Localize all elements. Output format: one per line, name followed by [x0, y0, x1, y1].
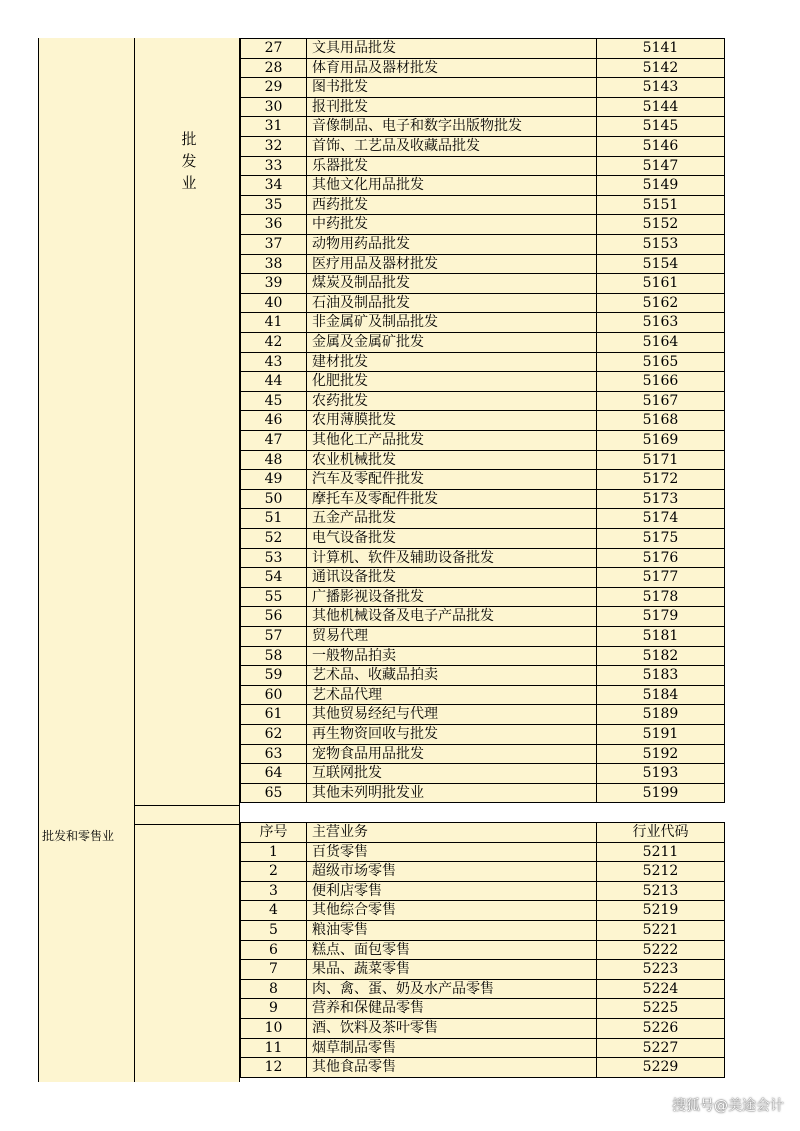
- row-number-cell: 28: [240, 59, 307, 78]
- table-row: [240, 979, 725, 999]
- business-name-cell: 便利店零售: [307, 882, 597, 901]
- row-number-cell: 4: [240, 901, 307, 920]
- business-name-cell: 图书批发: [307, 78, 597, 97]
- table-row: [240, 293, 725, 313]
- table-row: [240, 998, 725, 1018]
- industry-code-cell: 5223: [597, 960, 725, 979]
- industry-code-cell: 5143: [597, 78, 725, 97]
- business-name-cell: 其他未列明批发业: [307, 784, 597, 803]
- business-name-cell: 农药批发: [307, 392, 597, 411]
- table-row: [240, 77, 725, 97]
- table-row: [240, 489, 725, 509]
- industry-code-cell: 5193: [597, 764, 725, 783]
- row-number-cell: 12: [240, 1058, 307, 1077]
- industry-category-column: [38, 38, 135, 1082]
- watermark-text: 搜狐号@美途会计: [672, 1098, 784, 1114]
- table-row: [240, 116, 725, 136]
- industry-code-cell: 行业代码: [597, 823, 725, 842]
- industry-code-cell: 5224: [597, 980, 725, 999]
- business-name-cell: 计算机、软件及辅助设备批发: [307, 549, 597, 568]
- industry-code-cell: 5145: [597, 117, 725, 136]
- sub-category-column: [135, 38, 240, 1082]
- row-number-cell: 34: [240, 176, 307, 195]
- table-row: [240, 234, 725, 254]
- business-name-cell: 电气设备批发: [307, 529, 597, 548]
- business-name-cell: 文具用品批发: [307, 39, 597, 58]
- table-row: [240, 528, 725, 548]
- row-number-cell: 63: [240, 745, 307, 764]
- industry-code-cell: 5179: [597, 607, 725, 626]
- table-bottom-border: [240, 1077, 725, 1078]
- table-row: [240, 58, 725, 78]
- industry-code-cell: 5177: [597, 568, 725, 587]
- row-number-cell: 49: [240, 470, 307, 489]
- industry-code-cell: 5169: [597, 431, 725, 450]
- business-name-cell: 肉、禽、蛋、奶及水产品零售: [307, 980, 597, 999]
- industry-code-cell: 5226: [597, 1019, 725, 1038]
- sub-category-divider: [135, 824, 239, 825]
- industry-code-cell: 5167: [597, 392, 725, 411]
- industry-code-cell: 5153: [597, 235, 725, 254]
- table-row: [240, 273, 725, 293]
- industry-category-label: 批发和零售业: [42, 829, 115, 843]
- table-row: [240, 38, 725, 58]
- row-number-cell: 44: [240, 372, 307, 391]
- table-row: [240, 312, 725, 332]
- table-row: [240, 214, 725, 234]
- business-name-cell: 动物用药品批发: [307, 235, 597, 254]
- industry-code-cell: 5225: [597, 999, 725, 1018]
- industry-code-cell: 5173: [597, 490, 725, 509]
- table-row: [240, 1057, 725, 1077]
- row-number-cell: 55: [240, 588, 307, 607]
- row-number-cell: 6: [240, 941, 307, 960]
- table-row: [240, 606, 725, 626]
- row-number-cell: 39: [240, 274, 307, 293]
- industry-code-cell: 5189: [597, 705, 725, 724]
- business-name-cell: 中药批发: [307, 215, 597, 234]
- table-row: [240, 508, 725, 528]
- row-number-cell: 59: [240, 666, 307, 685]
- table-header-row: [240, 822, 725, 842]
- business-name-cell: 互联网批发: [307, 764, 597, 783]
- table-row: [240, 195, 725, 215]
- table-row: [240, 430, 725, 450]
- sub-category-label: 批发业: [181, 130, 197, 192]
- industry-code-cell: 5171: [597, 451, 725, 470]
- industry-code-cell: 5141: [597, 39, 725, 58]
- table-row: [240, 959, 725, 979]
- row-number-cell: 5: [240, 921, 307, 940]
- industry-code-cell: 5149: [597, 176, 725, 195]
- industry-code-cell: 5144: [597, 98, 725, 117]
- business-name-cell: 其他化工产品批发: [307, 431, 597, 450]
- table-row: [240, 646, 725, 666]
- industry-code-cell: 5164: [597, 333, 725, 352]
- business-name-cell: 营养和保健品零售: [307, 999, 597, 1018]
- row-number-cell: 60: [240, 686, 307, 705]
- business-name-cell: 乐器批发: [307, 157, 597, 176]
- row-number-cell: 61: [240, 705, 307, 724]
- business-name-cell: 其他机械设备及电子产品批发: [307, 607, 597, 626]
- row-number-cell: 10: [240, 1019, 307, 1038]
- industry-code-cell: 5161: [597, 274, 725, 293]
- row-number-cell: 38: [240, 255, 307, 274]
- business-name-cell: 再生物资回收与批发: [307, 725, 597, 744]
- row-number-cell: 11: [240, 1039, 307, 1058]
- industry-code-cell: 5229: [597, 1058, 725, 1077]
- business-name-cell: 非金属矿及制品批发: [307, 313, 597, 332]
- row-number-cell: 40: [240, 294, 307, 313]
- row-number-cell: 43: [240, 353, 307, 372]
- row-number-cell: [240, 803, 307, 822]
- business-name-cell: 五金产品批发: [307, 509, 597, 528]
- industry-code-cell: 5163: [597, 313, 725, 332]
- industry-code-cell: 5183: [597, 666, 725, 685]
- industry-code-cell: 5162: [597, 294, 725, 313]
- row-number-cell: 31: [240, 117, 307, 136]
- table-row: [240, 136, 725, 156]
- industry-code-cell: 5152: [597, 215, 725, 234]
- business-name-cell: 艺术品代理: [307, 686, 597, 705]
- row-number-cell: 7: [240, 960, 307, 979]
- industry-code-cell: 5147: [597, 157, 725, 176]
- industry-code-cell: 5154: [597, 255, 725, 274]
- business-name-cell: 煤炭及制品批发: [307, 274, 597, 293]
- row-number-cell: 51: [240, 509, 307, 528]
- business-name-cell: 摩托车及零配件批发: [307, 490, 597, 509]
- table-row: [240, 469, 725, 489]
- business-name-cell: 超级市场零售: [307, 862, 597, 881]
- row-number-cell: 1: [240, 843, 307, 862]
- business-name-cell: 体育用品及器材批发: [307, 59, 597, 78]
- table-row: [240, 744, 725, 764]
- row-number-cell: 48: [240, 451, 307, 470]
- table-row: [240, 332, 725, 352]
- table-row: [240, 881, 725, 901]
- row-number-cell: 65: [240, 784, 307, 803]
- business-name-cell: 报刊批发: [307, 98, 597, 117]
- table-row: [240, 156, 725, 176]
- business-name-cell: 糕点、面包零售: [307, 941, 597, 960]
- industry-code-cell: 5181: [597, 627, 725, 646]
- row-number-cell: 54: [240, 568, 307, 587]
- table-row: [240, 940, 725, 960]
- row-number-cell: 47: [240, 431, 307, 450]
- row-number-cell: 9: [240, 999, 307, 1018]
- table-row: [240, 626, 725, 646]
- table-row: [240, 763, 725, 783]
- industry-code-cell: 5175: [597, 529, 725, 548]
- table-row: [240, 450, 725, 470]
- industry-code-cell: 5182: [597, 647, 725, 666]
- row-number-cell: 3: [240, 882, 307, 901]
- row-number-cell: 30: [240, 98, 307, 117]
- business-name-cell: 汽车及零配件批发: [307, 470, 597, 489]
- row-number-cell: 37: [240, 235, 307, 254]
- business-name-cell: 建材批发: [307, 353, 597, 372]
- business-name-cell: 其他贸易经纪与代理: [307, 705, 597, 724]
- business-name-cell: 一般物品拍卖: [307, 647, 597, 666]
- industry-code-cell: 5222: [597, 941, 725, 960]
- table-row: [240, 254, 725, 274]
- industry-code-cell: 5191: [597, 725, 725, 744]
- table-row: [240, 900, 725, 920]
- business-name-cell: 粮油零售: [307, 921, 597, 940]
- industry-code-cell: 5211: [597, 843, 725, 862]
- business-name-cell: 首饰、工艺品及收藏品批发: [307, 137, 597, 156]
- table-row: [240, 371, 725, 391]
- industry-code-cell: 5184: [597, 686, 725, 705]
- row-number-cell: 2: [240, 862, 307, 881]
- row-number-cell: 33: [240, 157, 307, 176]
- row-number-cell: 50: [240, 490, 307, 509]
- table-row: [240, 665, 725, 685]
- row-number-cell: 53: [240, 549, 307, 568]
- business-name-cell: 百货零售: [307, 843, 597, 862]
- business-name-cell: 其他食品零售: [307, 1058, 597, 1077]
- table-row: [240, 548, 725, 568]
- business-name-cell: 贸易代理: [307, 627, 597, 646]
- industry-code-cell: 5212: [597, 862, 725, 881]
- table-row: [240, 1018, 725, 1038]
- industry-code-cell: 5168: [597, 411, 725, 430]
- industry-code-cell: 5146: [597, 137, 725, 156]
- table-row: [240, 685, 725, 705]
- row-number-cell: 29: [240, 78, 307, 97]
- business-name-cell: 其他文化用品批发: [307, 176, 597, 195]
- table-row: [240, 175, 725, 195]
- industry-code-cell: [597, 803, 725, 822]
- blank-separator-row: [240, 802, 725, 822]
- table-row: [240, 352, 725, 372]
- sub-category-divider: [135, 805, 239, 806]
- row-number-cell: 32: [240, 137, 307, 156]
- table-row: [240, 97, 725, 117]
- business-name-cell: 医疗用品及器材批发: [307, 255, 597, 274]
- row-number-cell: 41: [240, 313, 307, 332]
- table-row: [240, 842, 725, 862]
- table-row: [240, 587, 725, 607]
- table-row: [240, 920, 725, 940]
- table-row: [240, 704, 725, 724]
- business-name-cell: 其他综合零售: [307, 901, 597, 920]
- row-number-cell: 57: [240, 627, 307, 646]
- row-number-cell: 46: [240, 411, 307, 430]
- business-name-cell: 化肥批发: [307, 372, 597, 391]
- business-name-cell: 音像制品、电子和数字出版物批发: [307, 117, 597, 136]
- business-name-cell: 宠物食品用品批发: [307, 745, 597, 764]
- table-row: [240, 410, 725, 430]
- business-name-cell: 主营业务: [307, 823, 597, 842]
- industry-code-cell: 5176: [597, 549, 725, 568]
- industry-code-cell: 5219: [597, 901, 725, 920]
- table-row: [240, 724, 725, 744]
- row-number-cell: 27: [240, 39, 307, 58]
- business-name-cell: 石油及制品批发: [307, 294, 597, 313]
- industry-code-cell: 5172: [597, 470, 725, 489]
- row-number-cell: 8: [240, 980, 307, 999]
- industry-code-cell: 5213: [597, 882, 725, 901]
- business-name-cell: 广播影视设备批发: [307, 588, 597, 607]
- industry-code-cell: 5221: [597, 921, 725, 940]
- business-name-cell: 果品、蔬菜零售: [307, 960, 597, 979]
- table-row: [240, 391, 725, 411]
- business-name-cell: 西药批发: [307, 196, 597, 215]
- table-row: [240, 783, 725, 803]
- business-name-cell: [307, 803, 597, 822]
- table-row: [240, 567, 725, 587]
- row-number-cell: 序号: [240, 823, 307, 842]
- row-number-cell: 42: [240, 333, 307, 352]
- industry-code-cell: 5199: [597, 784, 725, 803]
- industry-code-cell: 5227: [597, 1039, 725, 1058]
- industry-code-cell: 5151: [597, 196, 725, 215]
- row-number-cell: 52: [240, 529, 307, 548]
- row-number-cell: 45: [240, 392, 307, 411]
- business-name-cell: 酒、饮料及茶叶零售: [307, 1019, 597, 1038]
- industry-code-cell: 5142: [597, 59, 725, 78]
- industry-code-cell: 5174: [597, 509, 725, 528]
- industry-code-cell: 5192: [597, 745, 725, 764]
- business-name-cell: 艺术品、收藏品拍卖: [307, 666, 597, 685]
- row-number-cell: 58: [240, 647, 307, 666]
- industry-code-cell: 5165: [597, 353, 725, 372]
- industry-code-cell: 5178: [597, 588, 725, 607]
- row-number-cell: 36: [240, 215, 307, 234]
- row-number-cell: 56: [240, 607, 307, 626]
- business-name-cell: 农业机械批发: [307, 451, 597, 470]
- business-name-cell: 金属及金属矿批发: [307, 333, 597, 352]
- business-name-cell: 农用薄膜批发: [307, 411, 597, 430]
- table-row: [240, 1038, 725, 1058]
- business-name-cell: 烟草制品零售: [307, 1039, 597, 1058]
- business-name-cell: 通讯设备批发: [307, 568, 597, 587]
- row-number-cell: 64: [240, 764, 307, 783]
- industry-code-cell: 5166: [597, 372, 725, 391]
- row-number-cell: 35: [240, 196, 307, 215]
- row-number-cell: 62: [240, 725, 307, 744]
- table-row: [240, 861, 725, 881]
